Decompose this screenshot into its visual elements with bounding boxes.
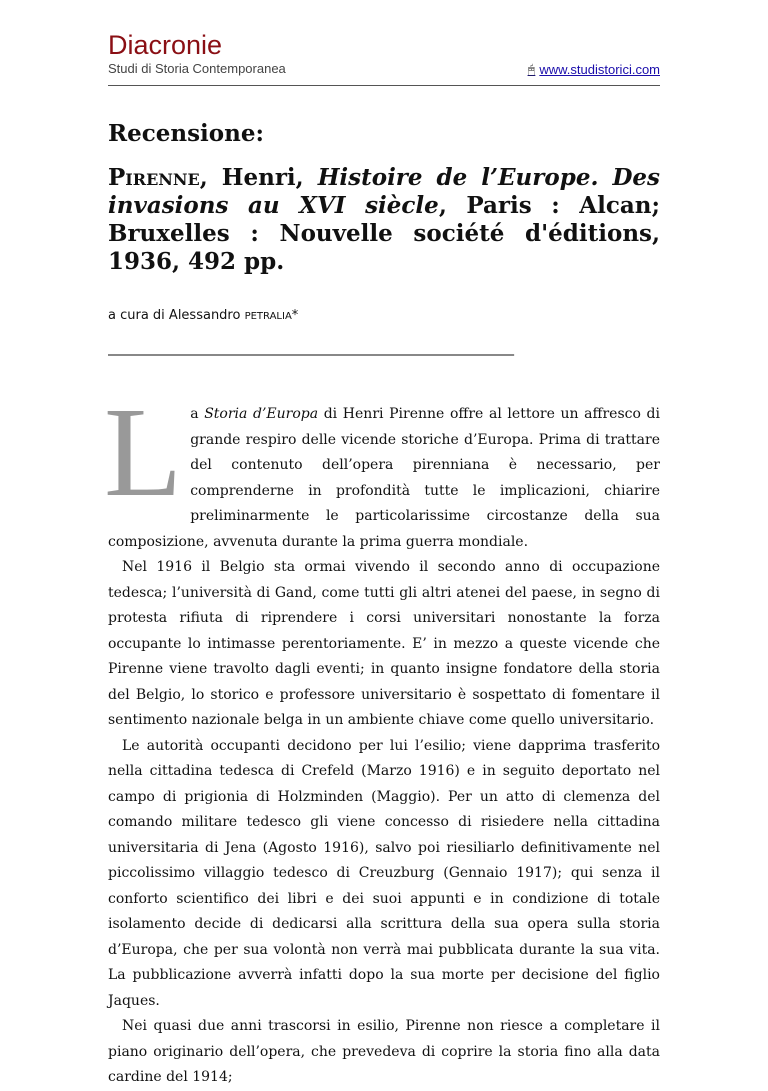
- paragraph-2: Nel 1916 il Belgio sta ormai vivendo il secondo anno di occupazione tedesca; l’università di Gand, come tutti gli altri atenei del paese, in segno di protesta rifiuta di riprendere i corsi universitari nonostante la forza occupante lo intimasse perentoriamente. E’ in mezzo a queste vicende che Pirenne viene travolto dagli eventi; in quanto insigne fondatore della storia del Belgio, lo storico e professore universitario è sospettato di fomentare il sentimento nazionale belga in un ambiente chiave come quello universitario.: [108, 559, 660, 728]
- title-publication: , Paris : Alcan; Bruxelles : Nouvelle société d'éditions, 1936, 492 pp.: [108, 192, 661, 275]
- curator-surname: PETRALIA: [244, 311, 292, 322]
- curator-line: [108, 308, 298, 323]
- journal-subtitle: Studi di Storia Contemporanea: [108, 61, 286, 76]
- p1-start: a: [190, 406, 205, 422]
- drop-cap: L: [104, 381, 183, 523]
- website-link[interactable]: [528, 62, 660, 78]
- curator-prefix: a cura di Alessandro: [108, 308, 245, 323]
- review-body: [104, 381, 660, 1091]
- title-work: Histoire de l’Europe. Des invasions au XVI siècle: [108, 164, 660, 219]
- journal-brand: Diacronie: [108, 30, 223, 60]
- title-author-rest: , Henri,: [199, 164, 318, 191]
- p1-text: di Henri Pirenne offre al lettore un affresco di grande respiro delle vicende storiche d’Europa. Prima di trattare del contenuto dell’opera pirenniana è necessario, per comprenderne in profondità tutte le implicazioni, chiarire preliminarmente le particolarissime circostanze della sua composizione, avvenuta durante la prima guerra mondiale.: [108, 406, 660, 550]
- paragraph-3: Le autorità occupanti decidono per lui l’esilio; viene dapprima trasferito nella cittadina tedesca di Crefeld (Marzo 1916) e in seguito deportato nel campo di prigionia di Holzminden (Maggio). Per un atto di clemenza del comando militare tedesco gli viene concesso di risiedere nella cittadina universitaria di Jena (Agosto 1916), salvo poi riesiliarlo definitivamente nel piccolissimo villaggio tedesco di Creuzburg (Gennaio 1917); qui senza il conforto scientifico dei libri e dei suoi appunti e in condizione di totale isolamento decide di dedicarsi alla scrittura della sua opera sulla storia d’Europa, che per sua volontà non verrà mai pubblicata durante la sua vita. La pubblicazione avverrà infatti dopo la sua morte per decisione del figlio Jaques.: [108, 737, 660, 1009]
- p1-book-title: Storia d’Europa: [204, 406, 319, 422]
- footnote-mark[interactable]: *: [291, 308, 299, 323]
- section-heading: Recensione:: [108, 120, 264, 147]
- header-rule: [108, 85, 660, 86]
- paragraph-4: Nei quasi due anni trascorsi in esilio, Pirenne non riesce a completare il piano originario dell’opera, che prevedeva di coprire la storia fino alla data cardine del 1914;: [108, 1018, 660, 1085]
- separator-line: __________________________________________________________: [108, 340, 514, 356]
- title-author-surname: Pirenne: [108, 164, 200, 191]
- page-header: [108, 30, 660, 76]
- mouse-icon: 🖰: [527, 62, 536, 77]
- website-link-text[interactable]: www.studistorici.com: [539, 62, 660, 77]
- review-title: [108, 164, 660, 276]
- paragraph-1: [108, 402, 660, 555]
